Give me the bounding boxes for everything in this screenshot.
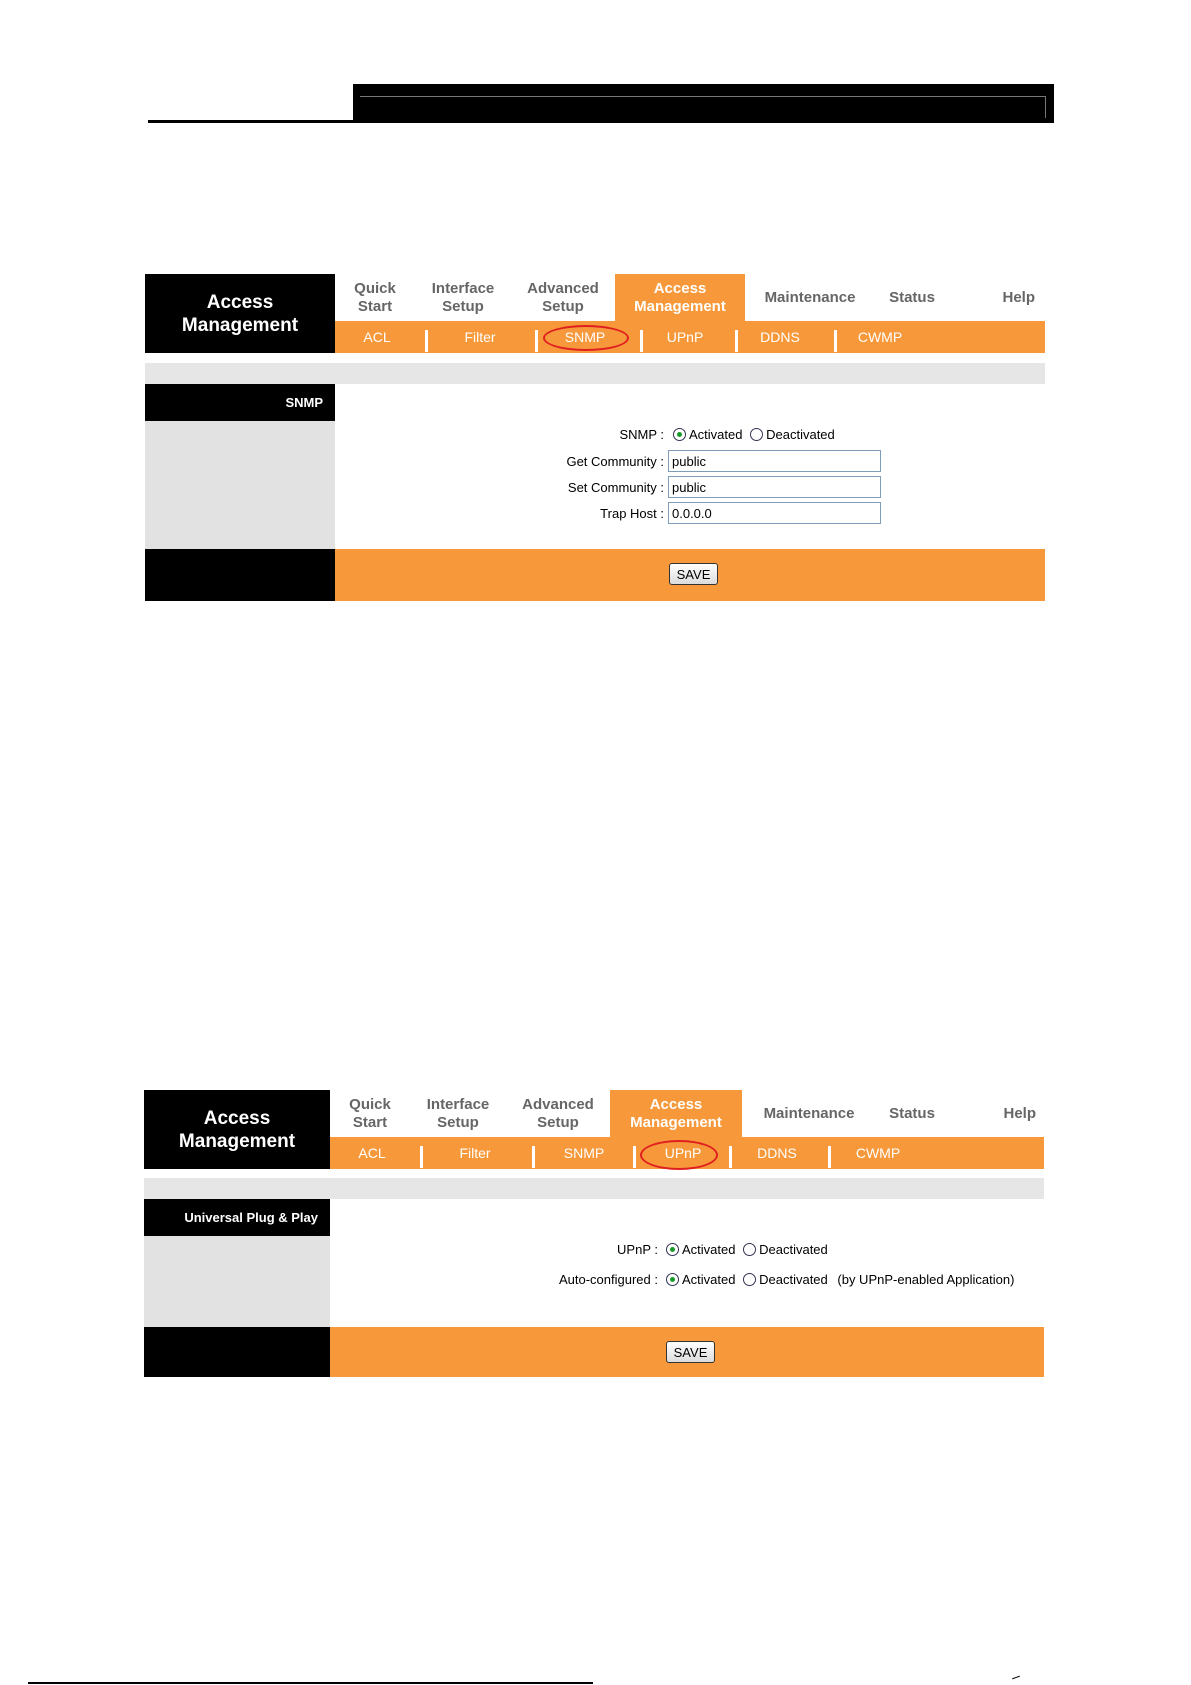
subnav-cwmp[interactable]: CWMP — [855, 1145, 901, 1161]
auto-deactivated-radio[interactable] — [743, 1273, 756, 1286]
header-bar-inset — [360, 96, 1046, 118]
nav-interface-setup[interactable]: Interface Setup — [426, 1095, 490, 1131]
subnav-separator — [420, 1146, 423, 1168]
footer-left — [144, 1327, 330, 1377]
snmp-deactivated-radio[interactable] — [750, 428, 763, 441]
section-title-line2: Management — [181, 314, 299, 336]
form-content — [335, 384, 1045, 549]
highlight-circle — [640, 1140, 718, 1170]
form-content — [330, 1199, 1044, 1327]
auto-activated-radio[interactable] — [666, 1273, 679, 1286]
footer-rule — [28, 1682, 593, 1684]
header-rule — [148, 120, 353, 123]
footer-bar — [330, 1327, 1044, 1377]
nav-maintenance[interactable]: Maintenance — [763, 1104, 855, 1122]
form-title: Universal Plug & Play — [144, 1199, 330, 1236]
subnav-snmp[interactable]: SNMP — [564, 329, 606, 345]
nav-advanced-setup[interactable]: Advanced Setup — [522, 1095, 594, 1131]
subnav-separator — [828, 1146, 831, 1168]
spacer-bar — [144, 1178, 1044, 1199]
nav-help[interactable]: Help — [1003, 1104, 1036, 1122]
nav-advanced-setup[interactable]: Advanced Setup — [527, 279, 599, 315]
subnav-ddns[interactable]: DDNS — [760, 329, 800, 345]
section-title-line2: Management — [178, 1130, 296, 1152]
snmp-label: SNMP : — [619, 427, 664, 442]
set-community-label: Set Community : — [567, 480, 664, 495]
save-button[interactable]: SAVE — [669, 563, 718, 585]
subnav-upnp[interactable]: UPnP — [664, 1145, 702, 1161]
footer-mark — [1012, 1676, 1020, 1680]
section-title-line1: Access — [203, 1107, 271, 1129]
nav-quick-start[interactable]: Quick Start — [354, 279, 396, 315]
main-nav — [335, 274, 1045, 321]
nav-quick-start[interactable]: Quick Start — [349, 1095, 391, 1131]
subnav-separator — [834, 330, 837, 352]
auto-activated-label: Activated — [682, 1272, 736, 1287]
snmp-screenshot — [145, 274, 1045, 601]
subnav-separator — [633, 1146, 636, 1168]
footer-left — [145, 549, 335, 601]
get-community-label: Get Community : — [566, 454, 664, 469]
subnav-filter[interactable]: Filter — [459, 1145, 491, 1161]
get-community-input[interactable] — [668, 450, 881, 472]
upnp-radio-group — [666, 1242, 828, 1257]
upnp-deactivated-label: Deactivated — [759, 1242, 828, 1257]
upnp-activated-label: Activated — [682, 1242, 736, 1257]
snmp-activated-label: Activated — [689, 427, 743, 442]
subnav-acl[interactable]: ACL — [358, 1145, 386, 1161]
nav-help[interactable]: Help — [1002, 288, 1035, 306]
section-title — [145, 274, 335, 353]
upnp-screenshot — [144, 1090, 1044, 1377]
trap-host-label: Trap Host : — [600, 506, 664, 521]
nav-access-management[interactable]: Access Management — [610, 1090, 742, 1137]
spacer-bar — [145, 363, 1045, 384]
subnav-acl[interactable]: ACL — [363, 329, 391, 345]
trap-host-input[interactable] — [668, 502, 881, 524]
form-title: SNMP — [145, 384, 335, 421]
auto-configured-radio-group — [666, 1272, 1014, 1287]
subnav-cwmp[interactable]: CWMP — [857, 329, 903, 345]
save-button[interactable]: SAVE — [666, 1341, 715, 1363]
nav-access-management[interactable]: Access Management — [615, 274, 745, 321]
form-sidebar — [145, 384, 335, 549]
sub-nav — [335, 321, 1045, 353]
nav-status[interactable]: Status — [889, 1104, 935, 1122]
sub-nav — [330, 1137, 1044, 1169]
auto-configured-note: (by UPnP-enabled Application) — [837, 1272, 1015, 1287]
form-sidebar — [144, 1199, 330, 1327]
footer-bar — [335, 549, 1045, 601]
upnp-activated-radio[interactable] — [666, 1243, 679, 1256]
nav-maintenance[interactable]: Maintenance — [764, 288, 856, 306]
upnp-deactivated-radio[interactable] — [743, 1243, 756, 1256]
subnav-snmp[interactable]: SNMP — [563, 1145, 605, 1161]
auto-configured-label: Auto-configured : — [558, 1272, 658, 1287]
set-community-input[interactable] — [668, 476, 881, 498]
highlight-circle — [543, 325, 629, 351]
section-title-line1: Access — [206, 291, 274, 313]
section-title — [144, 1090, 330, 1169]
subnav-ddns[interactable]: DDNS — [757, 1145, 797, 1161]
upnp-label: UPnP : — [617, 1242, 658, 1257]
snmp-radio-group — [673, 427, 835, 442]
subnav-upnp[interactable]: UPnP — [666, 329, 704, 345]
snmp-deactivated-label: Deactivated — [766, 427, 835, 442]
nav-interface-setup[interactable]: Interface Setup — [431, 279, 495, 315]
auto-deactivated-label: Deactivated — [759, 1272, 828, 1287]
main-nav — [330, 1090, 1044, 1137]
snmp-activated-radio[interactable] — [673, 428, 686, 441]
subnav-filter[interactable]: Filter — [464, 329, 496, 345]
nav-status[interactable]: Status — [889, 288, 935, 306]
subnav-separator — [425, 330, 428, 352]
